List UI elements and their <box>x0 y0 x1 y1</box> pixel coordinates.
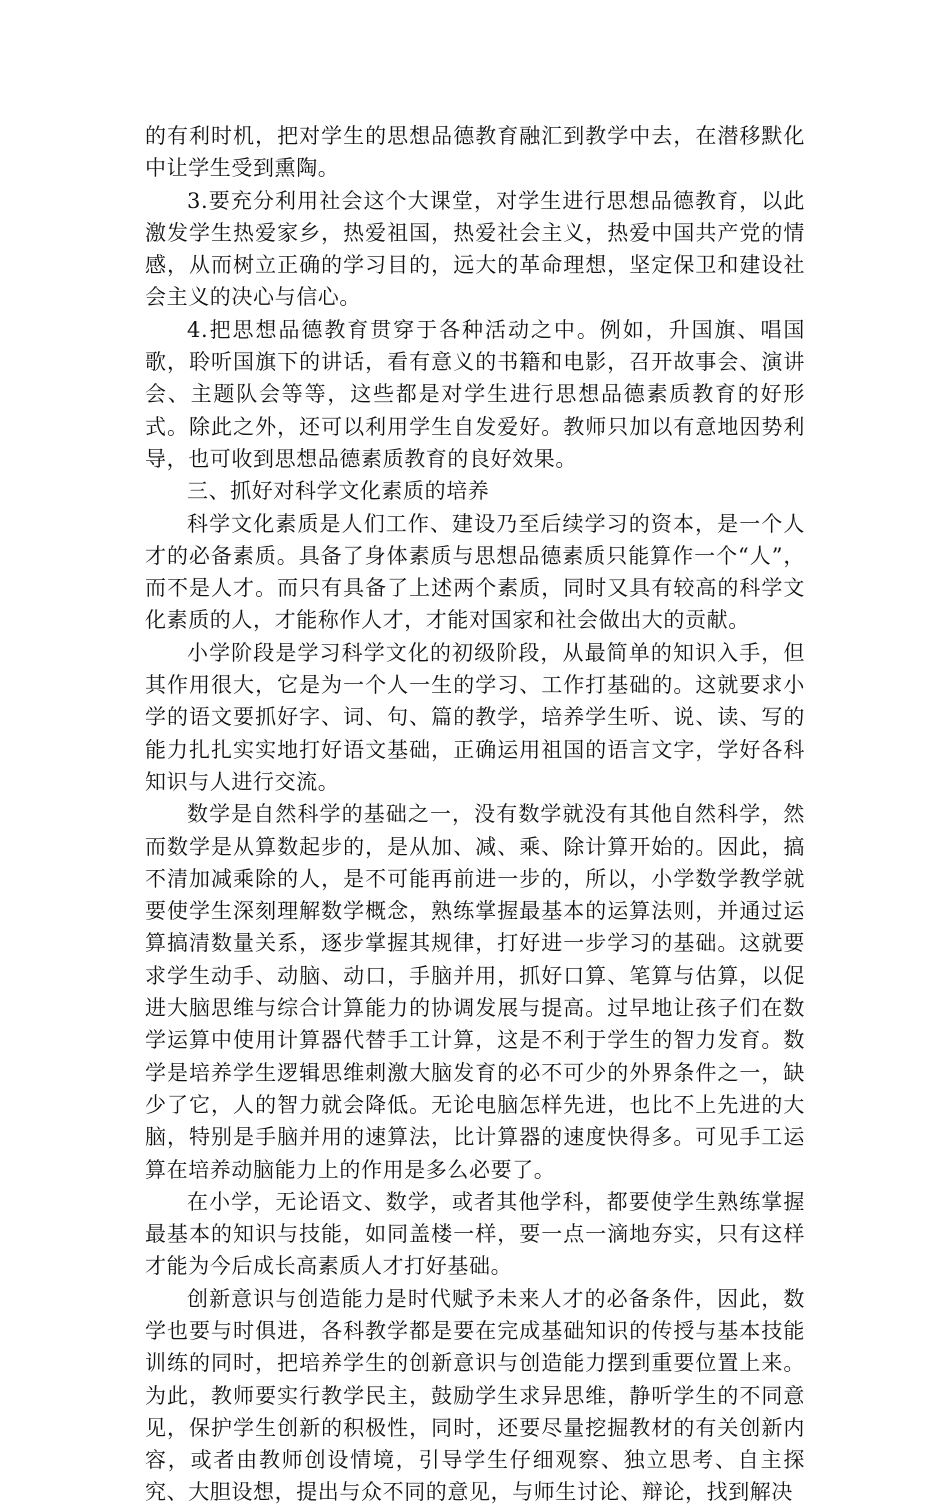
paragraph: 小学阶段是学习科学文化的初级阶段，从最简单的知识入手，但其作用很大，它是为一个人一生的学习、工作打基础的。这就要求小学的语文要抓好字、词、句、篇的教学，培养学生听、说、读、写的能力扎扎实实地打好语文基础，正确运用祖国的语言文字，学好各科知识与人进行交流。 <box>145 640 805 794</box>
paragraph: 在小学，无论语文、数学，或者其他学科，都要使学生熟练掌握最基本的知识与技能，如同盖楼一样，要一点一滴地夯实，只有这样才能为今后成长高素质人才打好基础。 <box>145 1189 805 1279</box>
paragraph: 数学是自然科学的基础之一，没有数学就没有其他自然科学，然而数学是从算数起步的，是从加、减、乘、除计算开始的。因此，搞不清加减乘除的人，是不可能再前进一步的，所以，小学数学教学就要使学生深刻理解数学概念，熟练掌握最基本的运算法则，并通过运算搞清数量关系，逐步掌握其规律，打好进一步学习的基础。这就要求学生动手、动脑、动口，手脑并用，抓好口算、笔算与估算，以促进大脑思维与综合计算能力的协调发展与提高。过早地让孩子们在数学运算中使用计算器代替手工计算，这是不利于学生的智力发育。数学是培养学生逻辑思维刺激大脑发育的必不可少的外界条件之一，缺少了它，人的智力就会降低。无论电脑怎样先进，也比不上先进的大脑，特别是手脑并用的速算法，比计算器的速度快得多。可见手工运算在培养动脑能力上的作用是多么必要了。 <box>145 802 805 1182</box>
paragraph: 创新意识与创造能力是时代赋予未来人才的必备条件，因此，数学也要与时俱进，各科教学都是要在完成基础知识的传授与基本技能训练的同时，把培养学生的创新意识与创造能力摆到重要位置上来。为此，教师要实行教学民主，鼓励学生求异思维，静听学生的不同意见，保护学生创新的积极性，同时，还要尽量挖掘教材的有关创新内容，或者由教师创设情境，引导学生仔细观察、独立思考、自主探究、大胆设想，提出与众不同的意见，与师生讨论、辩论，找到解决 <box>145 1286 805 1505</box>
document-body <box>145 120 805 1509</box>
paragraph: 科学文化素质是人们工作、建设乃至后续学习的资本，是一个人才的必备素质。具备了身体素质与思想品德素质只能算作一个“人”，而不是人才。而只有具备了上述两个素质，同时又具有较高的科学文化素质的人，才能称作人才，才能对国家和社会做出大的贡献。 <box>145 511 805 633</box>
paragraph: 4.把思想品德教育贯穿于各种活动之中。例如，升国旗、唱国歌，聆听国旗下的讲话，看有意义的书籍和电影，召开故事会、演讲会、主题队会等等，这些都是对学生进行思想品德素质教育的好形式。除此之外，还可以利用学生自发爱好。教师只加以有意地因势利导，也可收到思想品德素质教育的良好效果。 <box>145 317 805 471</box>
section-heading: 三、抓好对科学文化素质的培养 <box>187 479 490 504</box>
paragraph: 3.要充分利用社会这个大课堂，对学生进行思想品德教育，以此激发学生热爱家乡，热爱祖国，热爱社会主义，热爱中国共产党的情感，从而树立正确的学习目的，远大的革命理想，坚定保卫和建设社会主义的决心与信心。 <box>145 188 805 310</box>
paragraph: 的有利时机，把对学生的思想品德教育融汇到教学中去，在潜移默化中让学生受到熏陶。 <box>145 124 805 181</box>
